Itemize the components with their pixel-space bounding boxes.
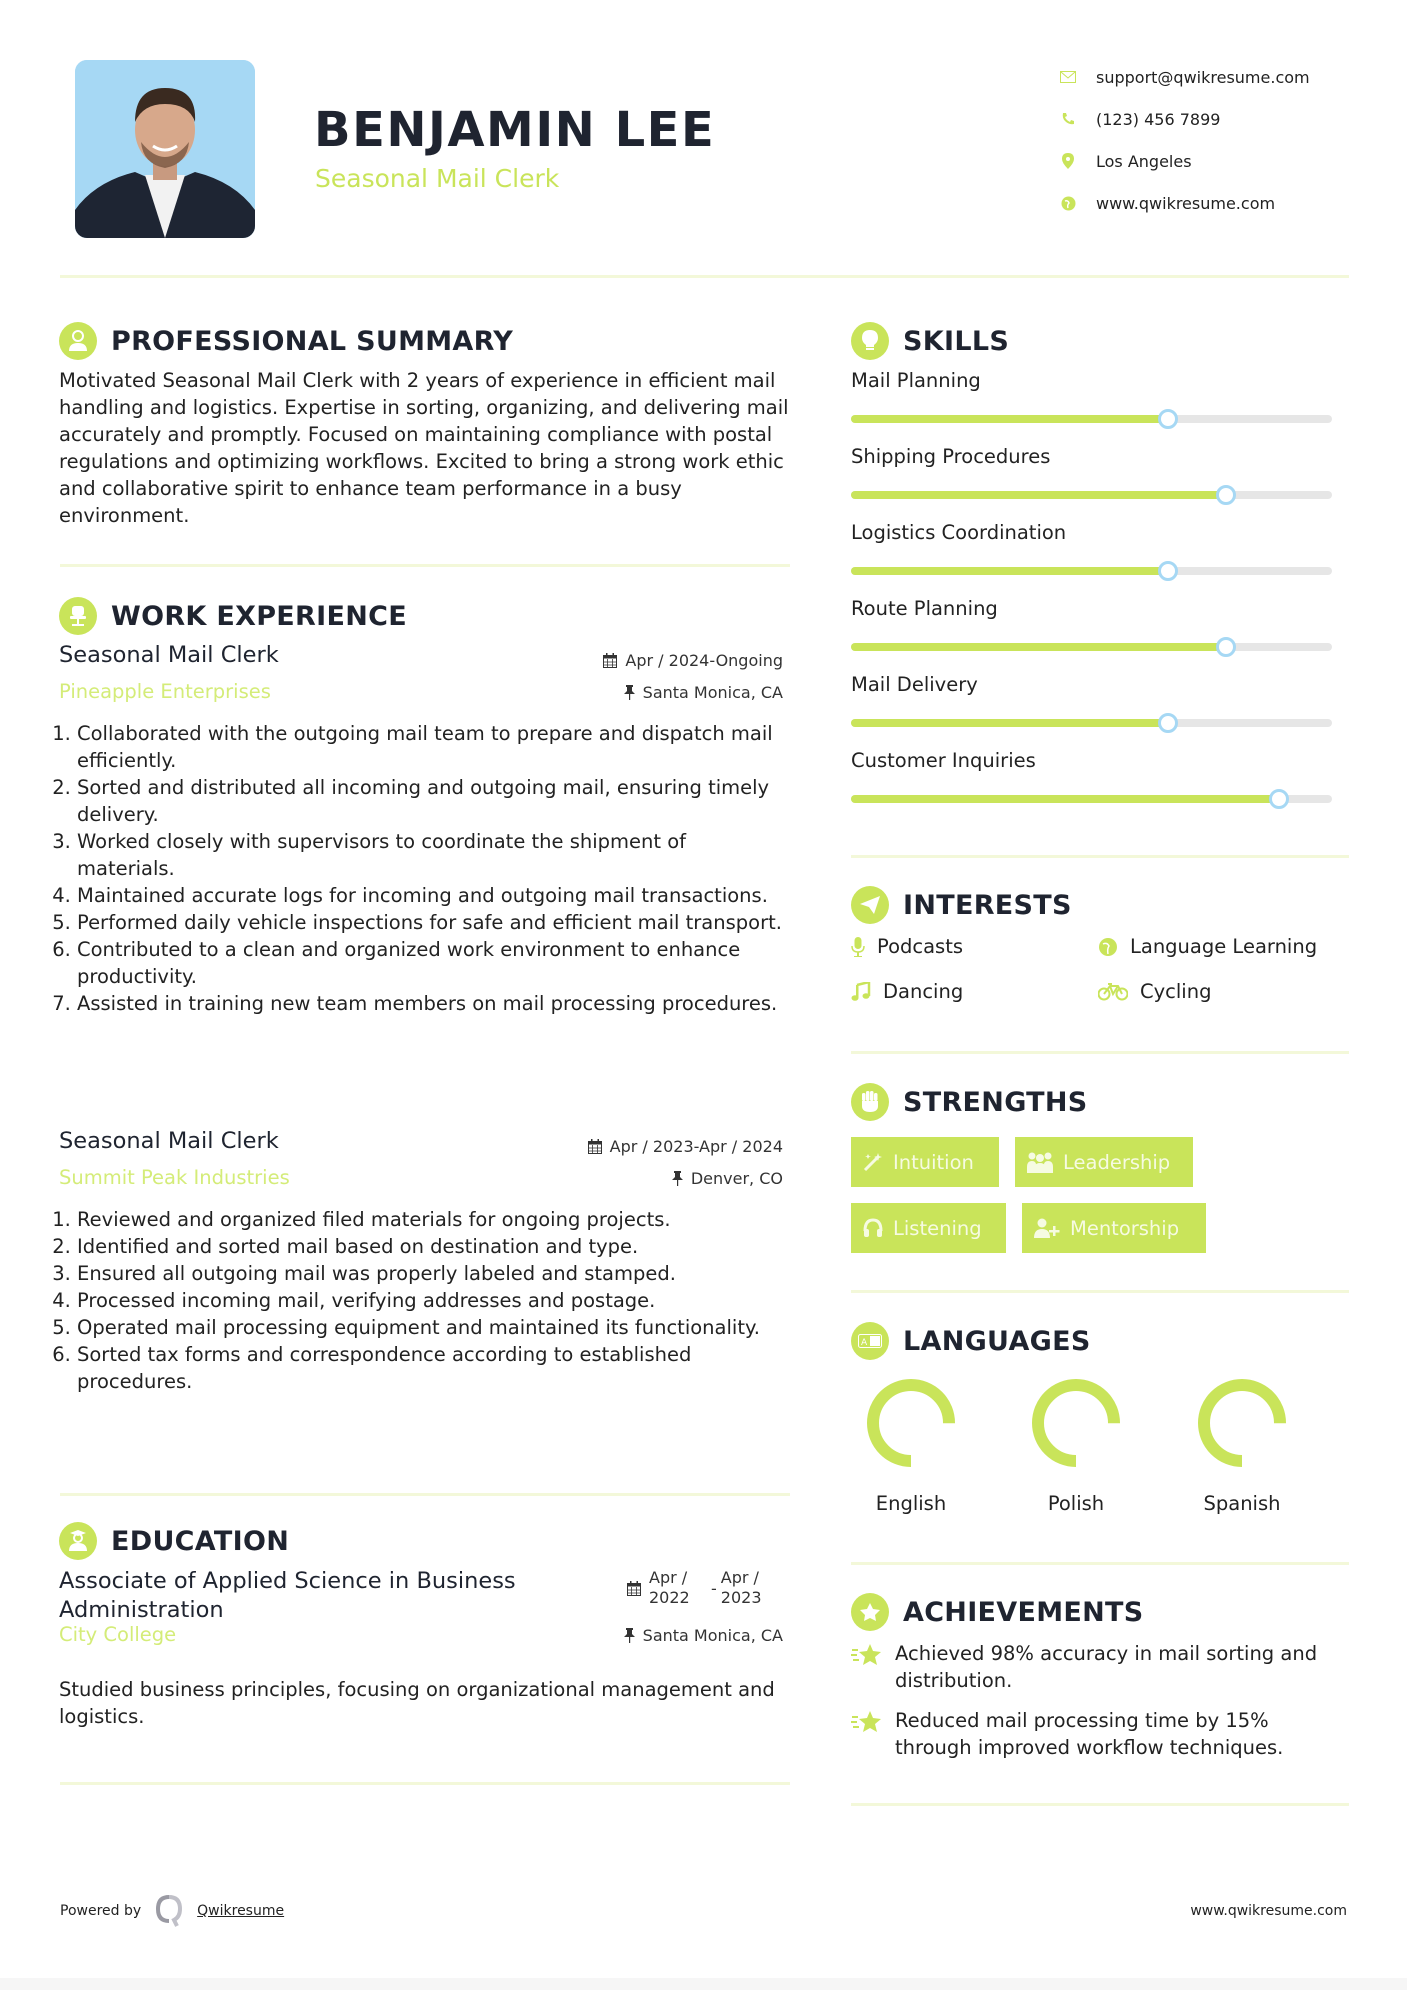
footer-website[interactable]: www.qwikresume.com xyxy=(1190,1903,1347,1919)
fist-icon xyxy=(851,1083,889,1121)
lightbulb-icon xyxy=(851,322,889,360)
job-bullets xyxy=(59,720,789,1017)
shooting-star-icon xyxy=(851,1640,895,1694)
interests-section-header xyxy=(851,886,1072,924)
globe-icon xyxy=(1050,196,1086,211)
interest-label: Cycling xyxy=(1140,980,1212,1003)
achievements-section-header xyxy=(851,1593,1144,1631)
skill-bar-fill xyxy=(851,415,1168,423)
pushpin-icon xyxy=(624,685,635,700)
job-bullet: 5. Operated mail processing equipment and maintained its functionality. xyxy=(77,1314,789,1341)
job-location xyxy=(624,683,783,702)
language-progress-ring xyxy=(866,1378,956,1468)
company-name: Summit Peak Industries xyxy=(59,1166,290,1189)
envelope-icon xyxy=(1050,71,1086,83)
job-bullet: 1. Reviewed and organized filed materials for ongoing projects. xyxy=(77,1206,789,1233)
experience-divider xyxy=(60,1493,790,1496)
translate-icon xyxy=(851,1322,889,1360)
interest-item xyxy=(1098,935,1317,958)
contact-phone[interactable] xyxy=(1050,98,1380,140)
skill-bar-knob xyxy=(1158,409,1178,429)
skill-bar-fill xyxy=(851,567,1168,575)
calendar-icon xyxy=(627,1581,641,1596)
user-plus-icon xyxy=(1034,1218,1060,1238)
languages-divider xyxy=(851,1562,1349,1565)
job-location xyxy=(672,1169,783,1188)
language-item xyxy=(1006,1378,1146,1515)
pushpin-icon xyxy=(672,1171,683,1186)
strength-chip xyxy=(1022,1203,1206,1253)
education-description: Studied business principles, focusing on organizational management and logistics. xyxy=(59,1678,775,1728)
strength-label: Mentorship xyxy=(1070,1216,1180,1240)
strengths-section-header xyxy=(851,1083,1088,1121)
skill-bar xyxy=(851,415,1332,423)
language-progress-ring xyxy=(1197,1378,1287,1468)
skills-section-header xyxy=(851,322,1009,360)
education-heading: EDUCATION xyxy=(111,1525,290,1557)
interest-label: Podcasts xyxy=(877,935,964,958)
skill-bar-knob xyxy=(1158,561,1178,581)
music-note-icon xyxy=(851,982,871,1002)
strength-chip xyxy=(851,1137,999,1187)
skill-label: Customer Inquiries xyxy=(851,749,1036,772)
qwikresume-logo-icon xyxy=(155,1895,183,1927)
company-name: Pineapple Enterprises xyxy=(59,680,271,703)
headphones-icon xyxy=(863,1218,883,1238)
contact-location xyxy=(1050,140,1380,182)
achievement-text: Reduced mail processing time by 15% through improved workflow techniques. xyxy=(895,1709,1284,1759)
skill-bar-fill xyxy=(851,795,1279,803)
job-bullet: 6. Sorted tax forms and correspondence according to established procedures. xyxy=(77,1341,789,1395)
job-bullets xyxy=(59,1206,789,1395)
languages-heading: LANGUAGES xyxy=(903,1325,1091,1357)
skill-label: Logistics Coordination xyxy=(851,521,1067,544)
achievement-item xyxy=(851,1640,1349,1694)
summary-section-header xyxy=(59,322,513,360)
interest-label: Dancing xyxy=(883,980,964,1003)
achievement-text: Achieved 98% accuracy in mail sorting and distribution. xyxy=(895,1642,1318,1692)
skill-bar-fill xyxy=(851,491,1226,499)
interests-heading: INTERESTS xyxy=(903,889,1072,921)
magic-wand-icon xyxy=(863,1152,883,1172)
strengths-divider xyxy=(851,1290,1349,1293)
skill-bar xyxy=(851,491,1332,499)
user-icon xyxy=(59,322,97,360)
education-start: Apr / 2022 xyxy=(649,1568,690,1607)
skill-bar-knob xyxy=(1158,713,1178,733)
language-item xyxy=(841,1378,981,1515)
achievements-heading: ACHIEVEMENTS xyxy=(903,1596,1144,1628)
paper-plane-icon xyxy=(851,886,889,924)
skill-bar xyxy=(851,719,1332,727)
location-text: Los Angeles xyxy=(1096,151,1192,171)
phone-icon xyxy=(1050,112,1086,126)
job-bullet: 6. Contributed to a clean and organized work environment to enhance productivity. xyxy=(77,936,789,990)
interest-item xyxy=(851,980,963,1003)
skill-bar xyxy=(851,795,1332,803)
candidate-title: Seasonal Mail Clerk xyxy=(315,164,560,193)
degree-title: Associate of Applied Science in Business Administration xyxy=(59,1568,516,1623)
contact-info xyxy=(1050,56,1380,224)
language-progress-ring xyxy=(1031,1378,1121,1468)
experience-section-header xyxy=(59,597,407,635)
star-badge-icon xyxy=(851,1593,889,1631)
svg-text:A: A xyxy=(861,1338,868,1348)
job-bullet: 3. Worked closely with supervisors to coordinate the shipment of materials. xyxy=(77,828,789,882)
languages-section-header xyxy=(851,1322,1091,1360)
interests-divider xyxy=(851,1051,1349,1054)
header-divider xyxy=(60,275,1349,278)
profile-photo xyxy=(75,60,255,238)
job-bullet: 7. Assisted in training new team members on mail processing procedures. xyxy=(77,990,789,1017)
contact-email[interactable] xyxy=(1050,56,1380,98)
language-item xyxy=(1172,1378,1312,1515)
footer-powered-by xyxy=(60,1895,284,1927)
skill-bar-knob xyxy=(1269,789,1289,809)
strengths-heading: STRENGTHS xyxy=(903,1086,1088,1118)
education-end: Apr / 2023 xyxy=(720,1568,762,1607)
skills-divider xyxy=(851,855,1349,858)
job-bullet: 5. Performed daily vehicle inspections for safe and efficient mail transport. xyxy=(77,909,789,936)
language-label: Spanish xyxy=(1203,1492,1281,1515)
skill-label: Mail Planning xyxy=(851,369,981,392)
powered-by-label: Powered by xyxy=(60,1903,142,1919)
map-pin-icon xyxy=(1050,153,1086,169)
qwikresume-link[interactable]: Qwikresume xyxy=(197,1903,285,1919)
pushpin-icon xyxy=(624,1628,635,1643)
job-dates-text: Apr / 2023-Apr / 2024 xyxy=(609,1137,783,1156)
job-dates xyxy=(588,1137,783,1156)
summary-text: Motivated Seasonal Mail Clerk with 2 years of experience in efficient mail handling and logistics. Expertise in sorting, organizing, and delivering mail accurately and promptly. Focused on maintaining compliance with postal regulations and optimizing workflows. Excited to bring a strong work ethic and collaborative spirit to enhance team performance in a busy environment. xyxy=(59,369,789,527)
microphone-icon xyxy=(851,937,865,957)
achievements-divider xyxy=(851,1803,1349,1806)
job-title: Seasonal Mail Clerk xyxy=(59,1128,279,1154)
job-bullet: 4. Maintained accurate logs for incoming and outgoing mail transactions. xyxy=(77,882,789,909)
job-dates-text: Apr / 2024-Ongoing xyxy=(625,651,783,670)
achievement-item xyxy=(851,1707,1349,1761)
education-dates xyxy=(627,1568,765,1608)
education-location-text: Santa Monica, CA xyxy=(642,1626,783,1645)
strength-label: Leadership xyxy=(1063,1150,1171,1174)
phone-text: (123) 456 7899 xyxy=(1096,109,1221,129)
calendar-icon xyxy=(603,653,617,668)
job-bullet: 2. Sorted and distributed all incoming and outgoing mail, ensuring timely delivery. xyxy=(77,774,789,828)
language-label: Polish xyxy=(1047,1492,1105,1515)
interest-item xyxy=(851,935,963,958)
job-bullet: 4. Processed incoming mail, verifying addresses and postage. xyxy=(77,1287,789,1314)
skill-bar xyxy=(851,643,1332,651)
summary-heading: PROFESSIONAL SUMMARY xyxy=(111,325,514,357)
calendar-icon xyxy=(588,1139,602,1154)
job-location-text: Santa Monica, CA xyxy=(642,683,783,702)
strength-label: Intuition xyxy=(893,1150,974,1174)
bicycle-icon xyxy=(1098,983,1128,1001)
skill-label: Route Planning xyxy=(851,597,998,620)
school-name: City College xyxy=(59,1623,177,1646)
group-icon xyxy=(1027,1151,1053,1173)
education-location xyxy=(624,1626,783,1645)
skills-heading: SKILLS xyxy=(903,325,1010,357)
skill-bar-knob xyxy=(1216,637,1236,657)
candidate-name: BENJAMIN LEE xyxy=(314,102,716,158)
skill-label: Shipping Procedures xyxy=(851,445,1051,468)
job-dates xyxy=(603,651,783,670)
education-divider xyxy=(60,1782,790,1785)
education-section-header xyxy=(59,1522,289,1560)
graduate-icon xyxy=(59,1522,97,1560)
page-bottom-edge xyxy=(0,1978,1407,1990)
job-bullet: 3. Ensured all outgoing mail was properly labeled and stamped. xyxy=(77,1260,789,1287)
experience-heading: WORK EXPERIENCE xyxy=(111,600,407,632)
globe-icon xyxy=(1098,937,1118,957)
interest-label: Language Learning xyxy=(1130,935,1318,958)
job-title: Seasonal Mail Clerk xyxy=(59,642,279,668)
strength-label: Listening xyxy=(893,1216,982,1240)
skill-bar xyxy=(851,567,1332,575)
email-text: support@qwikresume.com xyxy=(1096,67,1310,87)
strength-chip xyxy=(1015,1137,1193,1187)
skill-bar-fill xyxy=(851,643,1226,651)
strength-chip xyxy=(851,1203,1006,1253)
language-label: English xyxy=(875,1492,947,1515)
shooting-star-icon xyxy=(851,1707,895,1761)
website-text: www.qwikresume.com xyxy=(1096,193,1276,213)
skill-label: Mail Delivery xyxy=(851,673,978,696)
summary-divider xyxy=(60,564,790,567)
skill-bar-fill xyxy=(851,719,1168,727)
office-chair-icon xyxy=(59,597,97,635)
date-separator: - xyxy=(711,1578,717,1598)
job-bullet: 1. Collaborated with the outgoing mail team to prepare and dispatch mail efficiently. xyxy=(77,720,789,774)
skill-bar-knob xyxy=(1216,485,1236,505)
contact-website[interactable] xyxy=(1050,182,1380,224)
interest-item xyxy=(1098,980,1211,1003)
job-bullet: 2. Identified and sorted mail based on destination and type. xyxy=(77,1233,789,1260)
job-location-text: Denver, CO xyxy=(690,1169,783,1188)
